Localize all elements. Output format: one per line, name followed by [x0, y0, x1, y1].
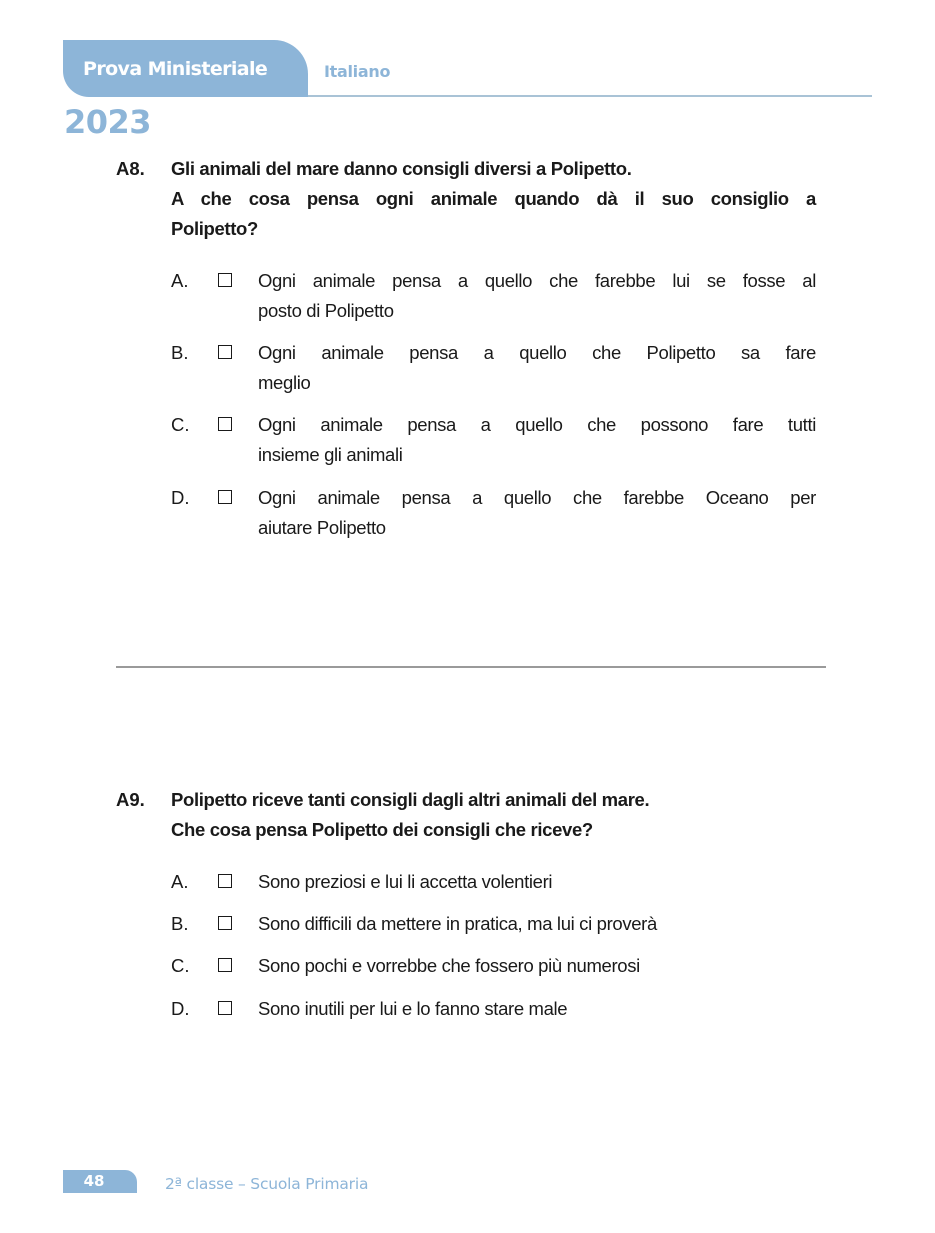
question-line: Che cosa pensa Polipetto dei consigli che riceve? — [171, 819, 593, 840]
checkbox[interactable] — [218, 490, 232, 504]
option-text — [258, 867, 816, 897]
option-letter: D. — [171, 487, 190, 508]
option-letter: C. — [171, 955, 190, 976]
checkbox[interactable] — [218, 958, 232, 972]
option-letter: A. — [171, 270, 189, 291]
year-label: 2023 — [64, 103, 152, 141]
option-line: meglio — [258, 372, 311, 393]
option-line: Sono difficili da mettere in pratica, ma lui ci proverà — [258, 913, 657, 934]
option-line: Ogni animale pensa a quello che possono fare tutti — [258, 414, 816, 435]
footer-text: 2ª classe – Scuola Primaria — [165, 1175, 369, 1193]
subject-label: Italiano — [324, 62, 391, 81]
option-line: Ogni animale pensa a quello che farebbe Oceano per — [258, 487, 816, 508]
section-divider — [116, 666, 826, 668]
checkbox[interactable] — [218, 345, 232, 359]
option-line: insieme gli animali — [258, 444, 403, 465]
option-letter: D. — [171, 998, 190, 1019]
option-letter: C. — [171, 414, 190, 435]
page-number: 48 — [83, 1172, 105, 1190]
option-letter: B. — [171, 342, 189, 363]
option-line: Ogni animale pensa a quello che Polipetto sa fare — [258, 342, 816, 363]
option-line: Sono preziosi e lui li accetta volentieri — [258, 871, 553, 892]
option-line: Sono pochi e vorrebbe che fossero più numerosi — [258, 955, 640, 976]
option-line: posto di Polipetto — [258, 300, 394, 321]
header-rule — [308, 95, 872, 97]
option-text — [258, 994, 816, 1024]
question-line: A che cosa pensa ogni animale quando dà il suo consiglio a — [171, 188, 816, 209]
header-title: Prova Ministeriale — [83, 58, 268, 80]
option-text — [258, 410, 816, 470]
page-number-tab — [63, 1170, 137, 1193]
checkbox[interactable] — [218, 273, 232, 287]
option-text — [258, 909, 816, 939]
question-text — [171, 785, 816, 845]
option-text — [258, 951, 816, 981]
checkbox[interactable] — [218, 1001, 232, 1015]
question-line: Polipetto? — [171, 218, 258, 239]
question-text — [171, 154, 816, 244]
option-text — [258, 483, 816, 543]
option-letter: B. — [171, 913, 189, 934]
option-line: Ogni animale pensa a quello che farebbe lui se fosse al — [258, 270, 816, 291]
option-letter: A. — [171, 871, 189, 892]
option-line: aiutare Polipetto — [258, 517, 386, 538]
question-label: A9. — [116, 789, 145, 810]
option-text — [258, 266, 816, 326]
question-line: Polipetto riceve tanti consigli dagli altri animali del mare. — [171, 789, 650, 810]
header-tab — [63, 40, 308, 97]
checkbox[interactable] — [218, 417, 232, 431]
checkbox[interactable] — [218, 916, 232, 930]
option-line: Sono inutili per lui e lo fanno stare male — [258, 998, 568, 1019]
option-text — [258, 338, 816, 398]
checkbox[interactable] — [218, 874, 232, 888]
question-label: A8. — [116, 158, 145, 179]
question-line: Gli animali del mare danno consigli diversi a Polipetto. — [171, 158, 632, 179]
